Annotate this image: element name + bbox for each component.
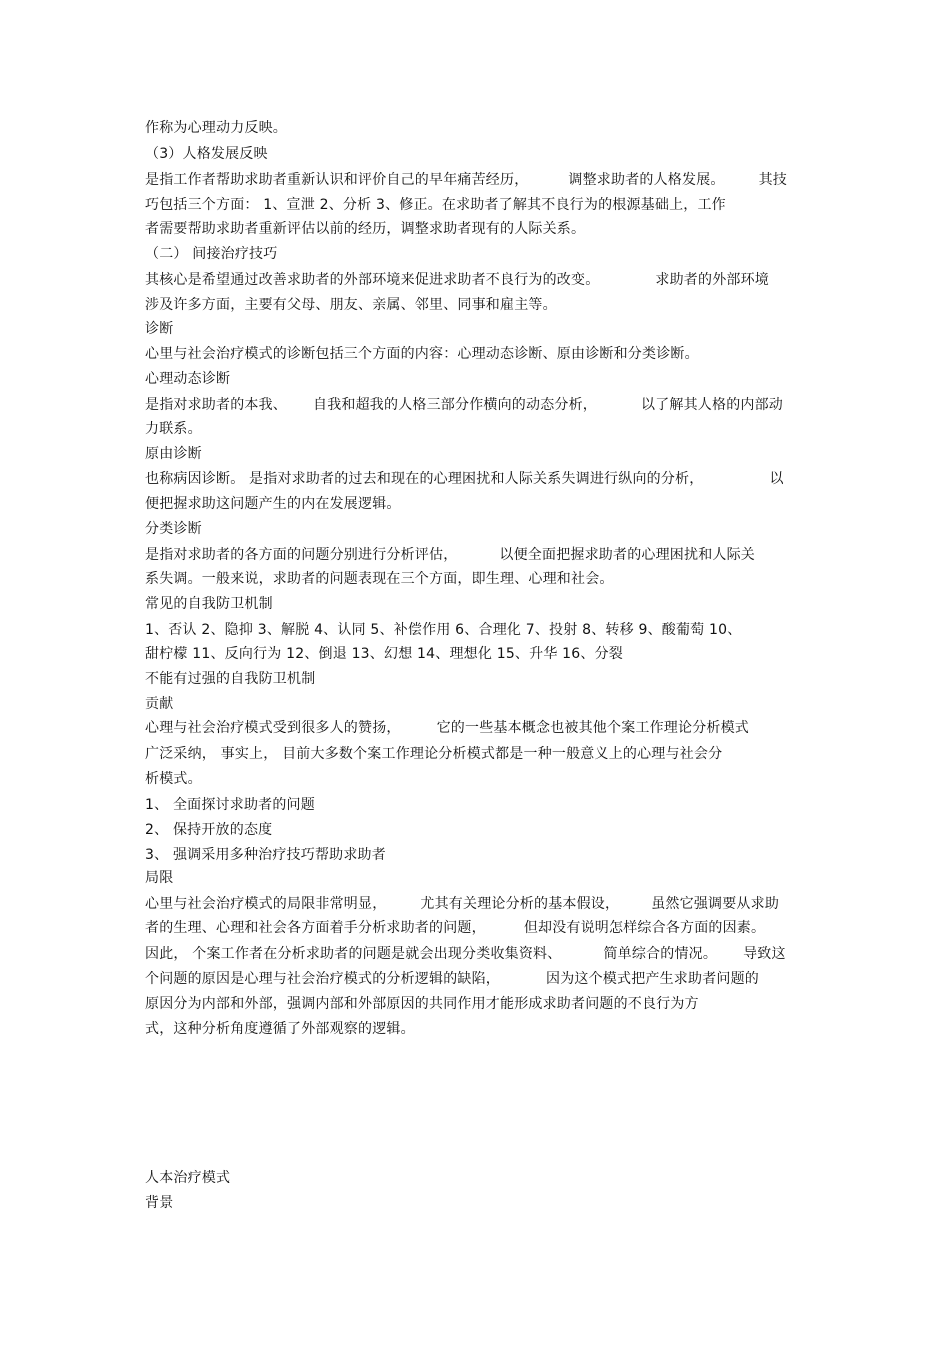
list-item: 1、 全面探讨求助者的问题 — [145, 797, 315, 813]
section-heading: 常见的自我防卫机制 — [145, 596, 273, 612]
section-heading: 贡献 — [145, 696, 174, 712]
text-line: 巧包括三个方面： 1、宣泄 2、分析 3、修正。在求助者了解其不良行为的根源基础上，工作 — [145, 197, 726, 213]
text-line: 个问题的原因是心理与社会治疗模式的分析逻辑的缺陷， 因为这个模式把产生求助者问题的 — [145, 971, 759, 987]
text-line: 原因分为内部和外部，强调内部和外部原因的共同作用才能形成求助者问题的不良行为方 — [145, 996, 699, 1012]
text-line: 因此， 个案工作者在分析求助者的问题是就会出现分类收集资料、 简单综合的情况。 导致这 — [145, 946, 786, 962]
list-item: 2、 保持开放的态度 — [145, 822, 273, 838]
section-heading: 人本治疗模式 — [145, 1170, 231, 1186]
text-line: 其核心是希望通过改善求助者的外部环境来促进求助者不良行为的改变。 求助者的外部环境 — [145, 272, 770, 288]
section-heading: 原由诊断 — [145, 446, 202, 462]
text-line: 者的生理、心理和社会各方面着手分析求助者的问题， 但却没有说明怎样综合各方面的因素。 — [145, 920, 766, 936]
text-line: 是指工作者帮助求助者重新认识和评价自己的早年痛苦经历， 调整求助者的人格发展。 其技 — [145, 172, 788, 188]
section-heading: 诊断 — [145, 321, 174, 337]
section-heading: 心理动态诊断 — [145, 371, 231, 387]
text-line: 便把握求助这问题产生的内在发展逻辑。 — [145, 496, 401, 512]
text-line: 系失调。一般来说，求助者的问题表现在三个方面，即生理、心理和社会。 — [145, 571, 614, 587]
text-line: 作称为心理动力反映。 — [145, 120, 287, 136]
text-line: 甜柠檬 11、反向行为 12、倒退 13、幻想 14、理想化 15、升华 16、分裂 — [145, 646, 623, 662]
text-line: 是指对求助者的本我、 自我和超我的人格三部分作横向的动态分析， 以了解其人格的内部动 — [145, 397, 783, 413]
text-line: 心里与社会治疗模式的局限非常明显， 尤其有关理论分析的基本假设， 虽然它强调要从求助 — [145, 896, 780, 912]
list-item: 3、 强调采用多种治疗技巧帮助求助者 — [145, 847, 386, 863]
section-heading: 局限 — [145, 870, 174, 886]
text-line: 1、否认 2、隐抑 3、解脱 4、认同 5、补偿作用 6、合理化 7、投射 8、转移 9、酸葡萄 10、 — [145, 622, 742, 638]
text-line: 是指对求助者的各方面的问题分别进行分析评估， 以便全面把握求助者的心理困扰和人际关 — [145, 547, 756, 563]
text-line: 涉及许多方面，主要有父母、朋友、亲属、邻里、同事和雇主等。 — [145, 297, 557, 313]
text-line: 式，这种分析角度遵循了外部观察的逻辑。 — [145, 1021, 415, 1037]
text-line: 也称病因诊断。 是指对求助者的过去和现在的心理困扰和人际关系失调进行纵向的分析， 以 — [145, 471, 784, 487]
section-heading: 分类诊断 — [145, 521, 202, 537]
section-heading: （二） 间接治疗技巧 — [145, 246, 278, 262]
text-line: 力联系。 — [145, 421, 202, 437]
text-line: 广泛采纳， 事实上， 目前大多数个案工作理论分析模式都是一种一般意义上的心理与社会分 — [145, 746, 723, 762]
text-line: 者需要帮助求助者重新评估以前的经历，调整求助者现有的人际关系。 — [145, 221, 586, 237]
section-heading: 背景 — [145, 1195, 174, 1211]
text-line: 析模式。 — [145, 771, 202, 787]
section-heading: （3）人格发展反映 — [145, 146, 268, 162]
text-line: 心里与社会治疗模式的诊断包括三个方面的内容：心理动态诊断、原由诊断和分类诊断。 — [145, 346, 699, 362]
section-heading: 不能有过强的自我防卫机制 — [145, 671, 316, 687]
text-line: 心理与社会治疗模式受到很多人的赞扬， 它的一些基本概念也被其他个案工作理论分析模式 — [145, 720, 750, 736]
